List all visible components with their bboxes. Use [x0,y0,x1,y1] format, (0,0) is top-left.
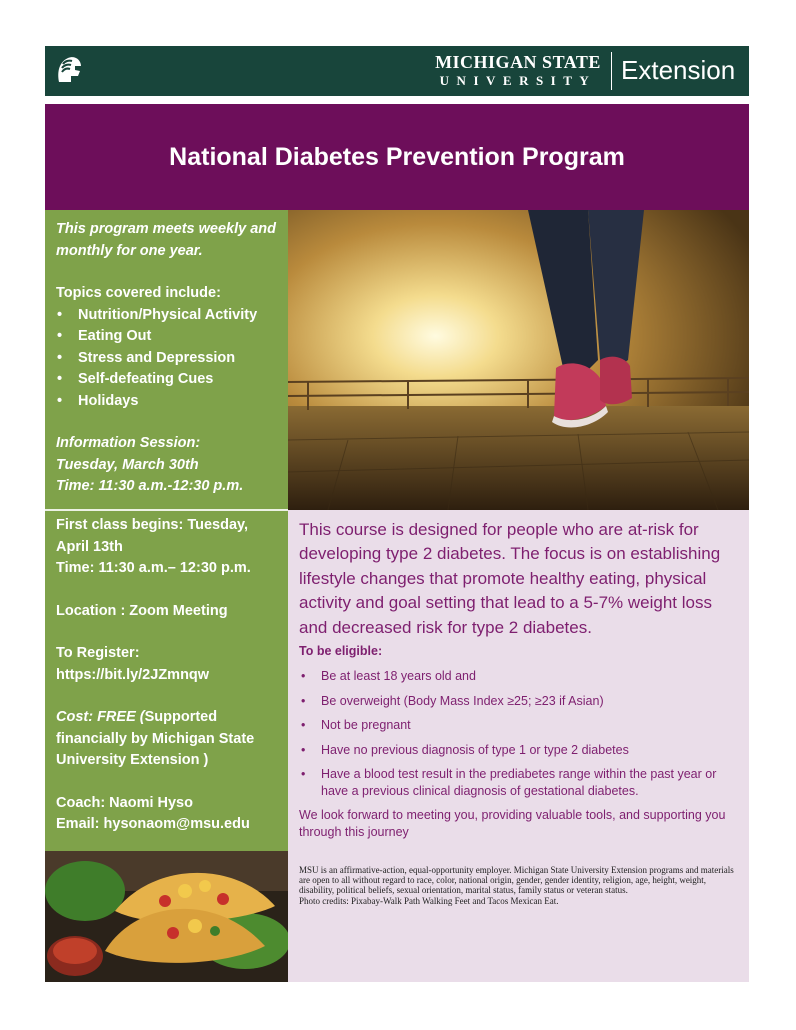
photo-credits: Photo credits: Pixabay-Walk Path Walking Feet and Tacos Mexican Eat. [299,895,559,906]
info-session-date: Tuesday, March 30th [56,456,199,473]
topic-item: • Stress and Depression [56,348,280,370]
tacos-photo [45,851,288,982]
eligibility-item: • Have no previous diagnosis of type 1 or type 2 diabetes [299,742,739,759]
first-class-time: Time: 11:30 a.m.– 12:30 p.m. [56,560,251,576]
cost-label: Cost: FREE ( [56,709,145,725]
course-description-panel [288,510,749,982]
nondiscrimination-statement: MSU is an affirmative-action, equal-opportunity employer. Michigan State University Extension programs and materials are open to all without regard to race, color, national origin, gender, gender identity, religion, age, height, weight, disability, political beliefs, sexual orientation, marital status, family status or veteran status. [299,865,734,896]
section-separator [45,509,288,511]
closing-message: We look forward to meeting you, providing valuable tools, and supporting you through this journey [299,808,726,840]
header-divider [611,52,612,90]
eligibility-heading: To be eligible: [299,644,383,659]
eligibility-item: • Have a blood test result in the prediabetes range within the past year or have a previous clinical diagnosis of gestational diabetes. [299,766,739,799]
topics-heading: Topics covered include: [56,285,221,301]
register-label: To Register: [56,645,140,661]
page-title: National Diabetes Prevention Program [169,143,625,171]
class-info-block [56,515,284,836]
coach-email[interactable]: Email: hysonaom@msu.edu [56,816,250,832]
eligibility-item: • Not be pregnant [299,717,739,734]
location: Location : Zoom Meeting [56,602,228,619]
eligibility-list [299,668,739,799]
eligibility-item: • Be overweight (Body Mass Index ≥25; ≥23 if Asian) [299,693,739,710]
title-band [45,104,749,210]
topic-item: • Self-defeating Cues [56,369,280,391]
university-wordmark [433,52,603,90]
info-session-time: Time: 11:30 a.m.-12:30 p.m. [56,478,244,494]
register-link[interactable]: https://bit.ly/2JZmnqw [56,666,210,683]
topic-item: • Eating Out [56,326,280,348]
spartan-helmet-icon [51,52,85,90]
fine-print [299,865,739,906]
meeting-frequency: This program meets weekly and monthly for one year. [56,221,276,259]
university-name-line2: UNIVERSITY [439,73,597,88]
topic-item: • Nutrition/Physical Activity [56,305,280,327]
extension-wordmark: Extension [621,55,736,85]
info-session-label: Information Session: [56,435,201,451]
course-intro: This course is designed for people who are at-risk for developing type 2 diabetes. The focus is on establishing lifestyle changes that promote healthy eating, physical activity and goal setting that lead to a 5-7% weight loss and decreased risk for type 2 diabetes. [299,520,721,637]
topic-item: • Holidays [56,391,280,413]
walking-feet-photo [288,210,749,510]
university-name-line1: MICHIGAN STATE [435,52,601,72]
first-class-date: First class begins: Tuesday, April 13th [56,517,249,555]
coach-name: Coach: Naomi Hyso [56,794,193,811]
msu-extension-header [45,46,749,96]
eligibility-item: • Be at least 18 years old and [299,668,739,685]
cost-detail: Supported financially by Michigan State University Extension ) [56,709,255,768]
topics-list [56,305,280,413]
cost-info [56,707,284,772]
program-details-panel [45,210,288,851]
